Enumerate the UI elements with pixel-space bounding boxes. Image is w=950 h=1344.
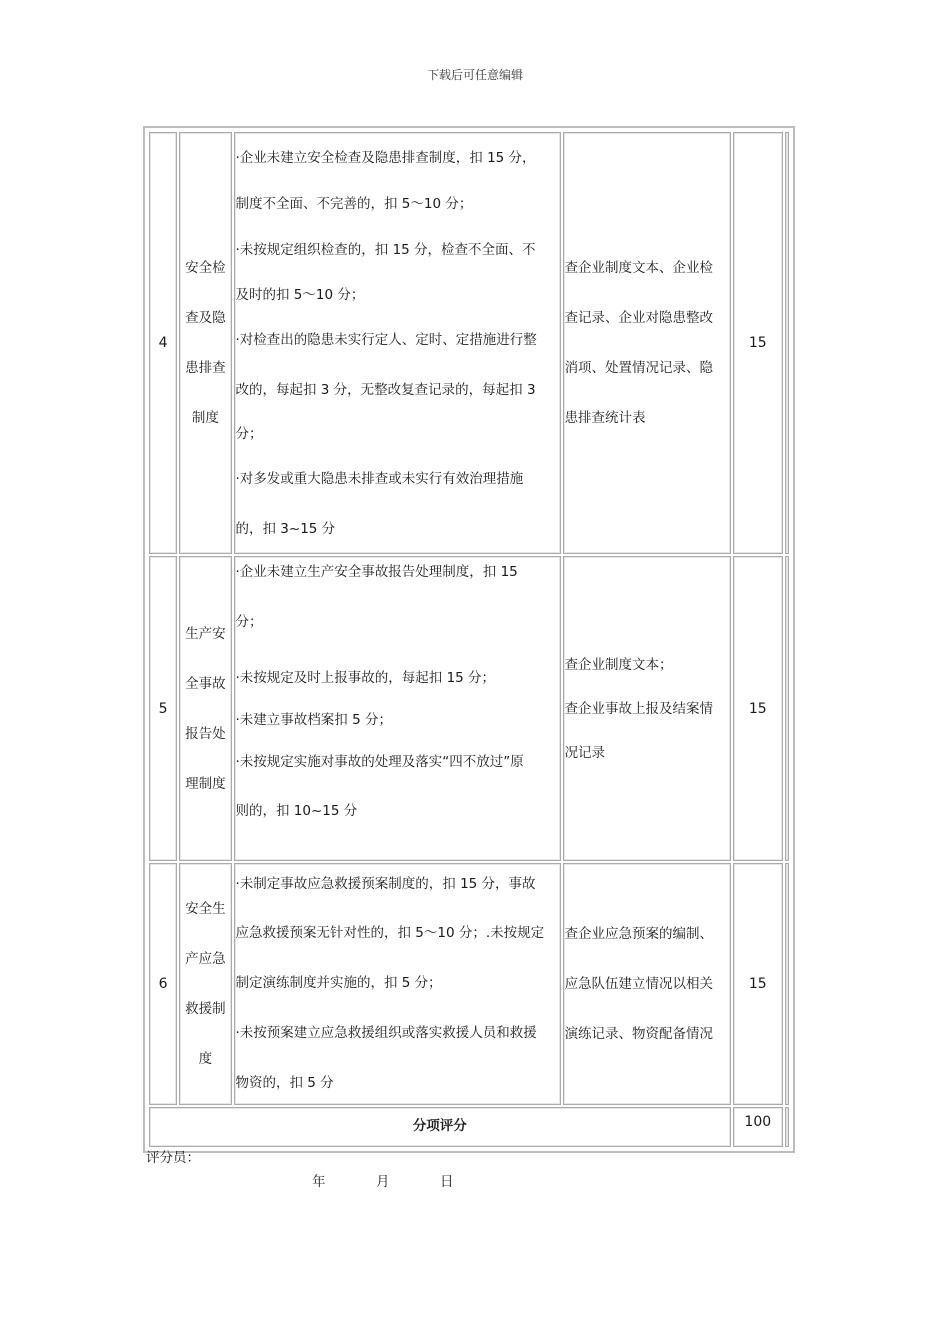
criteria-line: ·未按规定组织检查的，扣 15 分，检查不全面、不: [235, 242, 536, 258]
criteria-line: 应急救援预案无针对性的，扣 5～10 分；.未按规定: [235, 925, 545, 941]
review-method: [563, 556, 731, 861]
row-number: 4: [149, 132, 177, 554]
item-name-line: 全事故: [185, 675, 226, 692]
item-name: [179, 132, 231, 554]
spacer-cell: [785, 863, 789, 1105]
item-name: [179, 863, 231, 1105]
criteria-line: 物资的，扣 5 分: [235, 1075, 334, 1091]
item-name-line: 患排查: [185, 360, 226, 376]
criteria-line: ·未按预案建立应急救援组织或落实救援人员和救援: [235, 1025, 537, 1041]
criteria-line: ·未建立事故档案扣 5 分；: [235, 712, 392, 728]
method-line: 应急队伍建立情况以相关: [564, 976, 714, 992]
item-name-line: 救援制: [185, 1001, 226, 1017]
total-row: [149, 1107, 789, 1147]
item-name-line: 安全生: [185, 901, 226, 917]
method-line: 查企业事故上报及结案情: [564, 700, 714, 717]
table-row: [149, 556, 789, 861]
review-method: [563, 132, 731, 554]
method-line: 况记录: [564, 744, 606, 761]
criteria-line: ·对多发或重大隐患未排查或未实行有效治理措施: [235, 471, 524, 487]
criteria-line: 分；: [235, 426, 263, 442]
spacer-cell: [785, 556, 789, 861]
item-name-line: 报告处: [185, 725, 226, 742]
criteria-line: 改的，每起扣 3 分，无整改复查记录的，每起扣 3: [235, 382, 536, 398]
criteria-line: ·未制定事故应急救援预案制度的，扣 15 分，事故: [235, 876, 536, 892]
item-name-line: 制度: [191, 410, 219, 426]
date-month: 月: [376, 1174, 390, 1190]
item-name-line: 生产安: [185, 625, 226, 642]
method-line: 演练记录、物资配备情况: [564, 1026, 714, 1042]
criteria-line: 则的，扣 10~15 分: [235, 803, 358, 819]
total-score: 100: [733, 1107, 783, 1147]
method-line: 患排查统计表: [564, 410, 646, 426]
criteria-line: 制度不全面、不完善的，扣 5～10 分；: [235, 196, 473, 212]
rater-label: 评分员：: [146, 1150, 200, 1166]
criteria-line: 制定演练制度并实施的，扣 5 分；: [235, 975, 442, 991]
item-name-line: 产应急: [185, 951, 226, 967]
method-line: 查企业应急预案的编制、: [564, 926, 714, 942]
row-score: 15: [733, 132, 783, 554]
method-line: 查企业制度文本；: [564, 656, 673, 673]
table-row: [149, 863, 789, 1105]
header-note: 下载后可任意编辑: [426, 68, 523, 82]
scoring-criteria: [234, 863, 561, 1105]
item-name-line: 安全检: [185, 260, 226, 276]
criteria-line: 的，扣 3~15 分: [235, 521, 336, 537]
scoring-criteria: [234, 132, 561, 554]
method-line: 查企业制度文本、企业检: [564, 260, 714, 276]
method-line: 消项、处置情况记录、隐: [564, 360, 714, 376]
item-name-line: 查及隐: [185, 310, 226, 326]
row-score: 15: [733, 556, 783, 861]
scoring-criteria: [234, 556, 561, 861]
review-method: [563, 863, 731, 1105]
spacer-cell: [785, 132, 789, 554]
criteria-line: ·未按规定及时上报事故的，每起扣 15 分；: [235, 670, 496, 686]
row-score: 15: [733, 863, 783, 1105]
date-year: 年: [312, 1174, 326, 1190]
table-row: [149, 132, 789, 554]
date-day: 日: [440, 1174, 454, 1190]
spacer-cell: [785, 1107, 789, 1147]
criteria-line: 分；: [235, 614, 263, 630]
criteria-line: 及时的扣 5～10 分；: [235, 287, 365, 303]
row-number: 6: [149, 863, 177, 1105]
total-label: 分项评分: [149, 1107, 731, 1147]
item-name-line: 度: [198, 1051, 213, 1067]
scoring-table: [143, 126, 795, 1153]
criteria-line: ·未按规定实施对事故的处理及落实“四不放过”原: [235, 754, 524, 770]
item-name-line: 理制度: [185, 775, 226, 792]
criteria-line: ·企业未建立安全检查及隐患排查制度，扣 15 分，: [235, 150, 536, 166]
item-name: [179, 556, 231, 861]
method-line: 查记录、企业对隐患整改: [564, 310, 714, 326]
row-number: 5: [149, 556, 177, 861]
criteria-line: ·企业未建立生产安全事故报告处理制度，扣 15: [235, 564, 518, 580]
criteria-line: ·对检查出的隐患未实行定人、定时、定措施进行整: [235, 332, 537, 348]
